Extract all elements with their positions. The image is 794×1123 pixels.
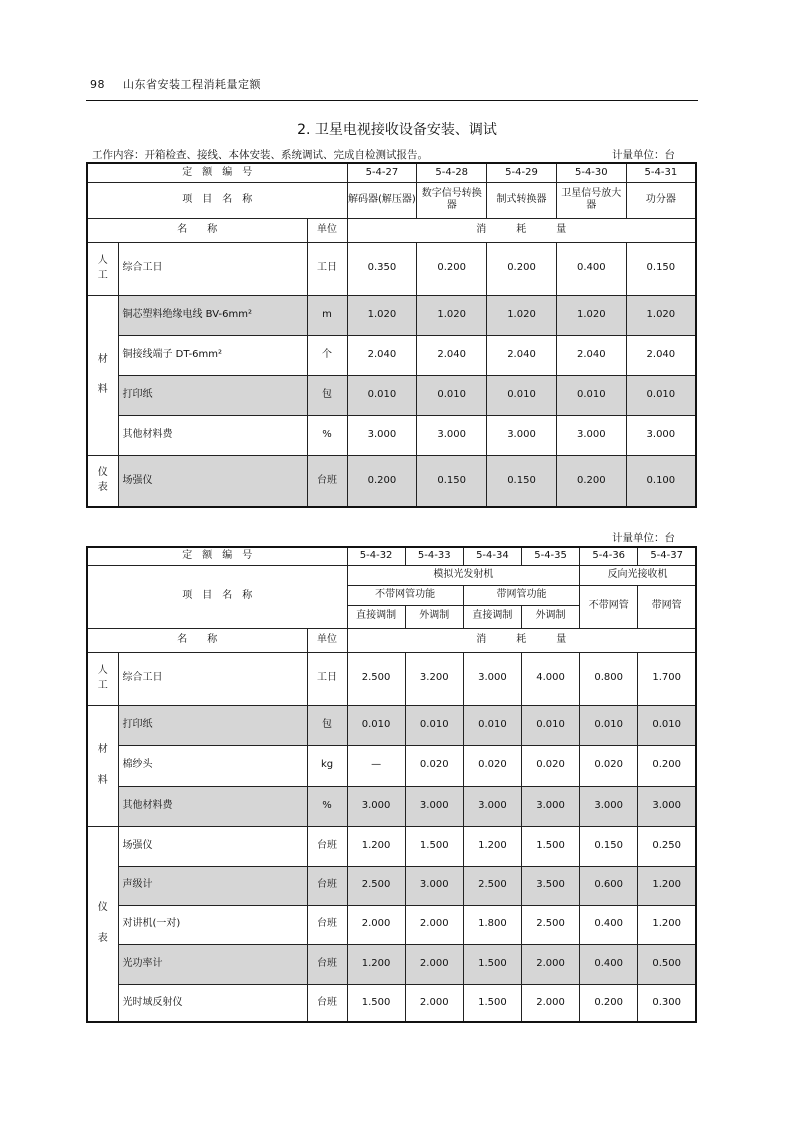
item-header: 卫星信号放大器: [556, 182, 626, 218]
value-cell: 2.040: [556, 335, 626, 375]
value-cell: 3.000: [626, 415, 696, 455]
value-cell: 1.500: [463, 984, 521, 1022]
value-cell: 3.000: [347, 415, 417, 455]
resource-unit: 台班: [307, 944, 347, 984]
value-cell: 0.200: [638, 745, 696, 786]
value-cell: 2.040: [487, 335, 557, 375]
item-header: 制式转换器: [487, 182, 557, 218]
consumption-label: 消 耗 量: [347, 628, 696, 652]
quota-table-1: [86, 162, 697, 508]
value-cell: 3.000: [556, 415, 626, 455]
value-cell: 3.000: [347, 786, 405, 826]
value-cell: 0.200: [417, 242, 487, 295]
item-header: 外调制: [521, 605, 579, 628]
value-cell: 1.700: [638, 652, 696, 705]
value-cell: 3.000: [417, 415, 487, 455]
value-cell: 2.040: [417, 335, 487, 375]
value-cell: 0.010: [417, 375, 487, 415]
value-cell: 0.010: [556, 375, 626, 415]
value-cell: 1.020: [626, 295, 696, 335]
value-cell: 3.500: [521, 866, 579, 905]
resource-name: 综合工日: [118, 652, 307, 705]
value-cell: 0.010: [347, 705, 405, 745]
page-number: 98: [90, 78, 105, 91]
value-cell: 1.020: [417, 295, 487, 335]
value-cell: 0.100: [626, 455, 696, 507]
resource-unit: %: [307, 786, 347, 826]
value-cell: 1.500: [521, 826, 579, 866]
unit-label-1: 计量单位：台: [612, 149, 675, 161]
value-cell: 0.010: [487, 375, 557, 415]
value-cell: 0.200: [487, 242, 557, 295]
item-header: 功分器: [626, 182, 696, 218]
running-header: [90, 76, 261, 92]
table-row: [87, 905, 696, 944]
quota-code: 5-4-31: [626, 163, 696, 182]
value-cell: 2.000: [521, 944, 579, 984]
value-cell: 0.010: [580, 705, 638, 745]
value-cell: 0.350: [347, 242, 417, 295]
table-row: [87, 984, 696, 1022]
quota-code: 5-4-36: [580, 547, 638, 565]
resource-name: 打印纸: [118, 705, 307, 745]
value-cell: 3.000: [405, 786, 463, 826]
value-cell: 0.300: [638, 984, 696, 1022]
resource-name: 打印纸: [118, 375, 307, 415]
category-cell: 人 工: [87, 652, 118, 705]
resource-name: 其他材料费: [118, 786, 307, 826]
category-cell: 人 工: [87, 242, 118, 295]
resource-name: 场强仪: [118, 826, 307, 866]
value-cell: 2.500: [521, 905, 579, 944]
resource-unit: 包: [307, 375, 347, 415]
value-cell: 0.020: [580, 745, 638, 786]
value-cell: 0.020: [463, 745, 521, 786]
table-row: [87, 652, 696, 705]
value-cell: 2.500: [463, 866, 521, 905]
value-cell: 2.500: [347, 652, 405, 705]
value-cell: 1.020: [347, 295, 417, 335]
resource-unit: %: [307, 415, 347, 455]
value-cell: 0.020: [405, 745, 463, 786]
value-cell: 2.000: [521, 984, 579, 1022]
value-cell: 2.500: [347, 866, 405, 905]
value-cell: 0.150: [580, 826, 638, 866]
item-header: 解码器(解压器): [347, 182, 417, 218]
value-cell: 0.400: [580, 944, 638, 984]
value-cell: 3.000: [487, 415, 557, 455]
value-cell: 0.200: [580, 984, 638, 1022]
consumption-label: 消 耗 量: [347, 218, 696, 242]
sub-group-header: 带网管功能: [463, 585, 579, 605]
value-cell: 0.500: [638, 944, 696, 984]
unit-label-2: 计量单位：台: [612, 532, 675, 544]
value-cell: 1.500: [463, 944, 521, 984]
value-cell: 0.010: [463, 705, 521, 745]
sub-group-header: 不带网管功能: [347, 585, 463, 605]
table-row: [87, 335, 696, 375]
value-cell: 1.800: [463, 905, 521, 944]
name-row: [87, 628, 696, 652]
group-header: 模拟光发射机: [347, 565, 580, 585]
name-label: 名 称: [87, 218, 307, 242]
resource-name: 对讲机(一对): [118, 905, 307, 944]
value-cell: 0.800: [580, 652, 638, 705]
value-cell: 0.020: [521, 745, 579, 786]
resource-name: 光功率计: [118, 944, 307, 984]
value-cell: 1.500: [405, 826, 463, 866]
table-row: [87, 826, 696, 866]
item-name-label: 项 目 名 称: [87, 182, 347, 218]
resource-name: 声级计: [118, 866, 307, 905]
value-cell: 2.000: [405, 944, 463, 984]
item-header: 数字信号转换器: [417, 182, 487, 218]
table-row: [87, 415, 696, 455]
value-cell: 0.200: [347, 455, 417, 507]
category-cell: 仪 表: [87, 455, 118, 507]
quota-code: 5-4-32: [347, 547, 405, 565]
value-cell: 0.400: [556, 242, 626, 295]
value-cell: 1.020: [556, 295, 626, 335]
resource-unit: 包: [307, 705, 347, 745]
item-header: 直接调制: [463, 605, 521, 628]
resource-unit: 台班: [307, 826, 347, 866]
resource-name: 铜芯塑料绝缘电线 BV-6mm²: [118, 295, 307, 335]
header-rule: [86, 100, 698, 101]
value-cell: 3.200: [405, 652, 463, 705]
category-cell: 仪 表: [87, 826, 118, 1022]
value-cell: 2.040: [347, 335, 417, 375]
category-cell: 材 料: [87, 295, 118, 455]
value-cell: 1.200: [463, 826, 521, 866]
quota-code: 5-4-35: [521, 547, 579, 565]
quota-code: 5-4-37: [638, 547, 696, 565]
resource-unit: 台班: [307, 455, 347, 507]
value-cell: 3.000: [580, 786, 638, 826]
value-cell: 0.010: [405, 705, 463, 745]
resource-name: 综合工日: [118, 242, 307, 295]
value-cell: 0.250: [638, 826, 696, 866]
item-row: [87, 182, 696, 218]
value-cell: 0.150: [417, 455, 487, 507]
value-cell: 2.000: [405, 984, 463, 1022]
value-cell: 3.000: [405, 866, 463, 905]
item-name-label: 项 目 名 称: [87, 565, 347, 628]
quota-code: 5-4-28: [417, 163, 487, 182]
value-cell: 0.010: [347, 375, 417, 415]
value-cell: 1.200: [347, 944, 405, 984]
code-row: [87, 163, 696, 182]
resource-unit: 工日: [307, 242, 347, 295]
value-cell: 1.200: [347, 826, 405, 866]
resource-unit: 台班: [307, 905, 347, 944]
quota-table-2: [86, 546, 697, 1023]
resource-name: 棉纱头: [118, 745, 307, 786]
resource-unit: m: [307, 295, 347, 335]
table-row: [87, 866, 696, 905]
value-cell: 0.600: [580, 866, 638, 905]
resource-unit: 个: [307, 335, 347, 375]
value-cell: 3.000: [638, 786, 696, 826]
section-title: 2. 卫星电视接收设备安装、调试: [297, 122, 497, 138]
table-row: [87, 705, 696, 745]
work-content: 工作内容：开箱检查、接线、本体安装、系统调试、完成自检测试报告。: [92, 149, 428, 161]
table-row: [87, 455, 696, 507]
value-cell: 2.000: [405, 905, 463, 944]
table-row: [87, 745, 696, 786]
item-header: 带网管: [638, 585, 696, 628]
unit-label: 单位: [307, 628, 347, 652]
value-cell: 0.010: [521, 705, 579, 745]
value-cell: 0.010: [626, 375, 696, 415]
code-row: [87, 547, 696, 565]
value-cell: 3.000: [463, 786, 521, 826]
resource-name: 光时域反射仪: [118, 984, 307, 1022]
resource-unit: 工日: [307, 652, 347, 705]
value-cell: 4.000: [521, 652, 579, 705]
quota-code: 5-4-29: [487, 163, 557, 182]
quota-code: 5-4-27: [347, 163, 417, 182]
value-cell: 0.150: [626, 242, 696, 295]
resource-unit: 台班: [307, 984, 347, 1022]
value-cell: 1.200: [638, 866, 696, 905]
resource-unit: kg: [307, 745, 347, 786]
quota-code: 5-4-33: [405, 547, 463, 565]
code-label: 定 额 编 号: [87, 163, 347, 182]
group-header: 反向光接收机: [580, 565, 696, 585]
category-cell: 材 料: [87, 705, 118, 826]
value-cell: 2.040: [626, 335, 696, 375]
table-row: [87, 295, 696, 335]
code-label: 定 额 编 号: [87, 547, 347, 565]
value-cell: 0.200: [556, 455, 626, 507]
value-cell: 0.400: [580, 905, 638, 944]
top-header-row: [87, 565, 696, 585]
item-header: 不带网管: [580, 585, 638, 628]
value-cell: 0.010: [638, 705, 696, 745]
quota-code: 5-4-34: [463, 547, 521, 565]
resource-unit: 台班: [307, 866, 347, 905]
name-row: [87, 218, 696, 242]
book-title: 山东省安装工程消耗量定额: [123, 78, 261, 91]
value-cell: 1.020: [487, 295, 557, 335]
value-cell: —: [347, 745, 405, 786]
unit-label: 单位: [307, 218, 347, 242]
name-label: 名 称: [87, 628, 307, 652]
value-cell: 3.000: [463, 652, 521, 705]
value-cell: 1.200: [638, 905, 696, 944]
resource-name: 铜接线端子 DT-6mm²: [118, 335, 307, 375]
item-header: 直接调制: [347, 605, 405, 628]
resource-name: 其他材料费: [118, 415, 307, 455]
value-cell: 3.000: [521, 786, 579, 826]
table-row: [87, 944, 696, 984]
value-cell: 2.000: [347, 905, 405, 944]
resource-name: 场强仪: [118, 455, 307, 507]
quota-code: 5-4-30: [556, 163, 626, 182]
value-cell: 0.150: [487, 455, 557, 507]
item-header: 外调制: [405, 605, 463, 628]
table-row: [87, 786, 696, 826]
table-row: [87, 375, 696, 415]
table-row: [87, 242, 696, 295]
value-cell: 1.500: [347, 984, 405, 1022]
